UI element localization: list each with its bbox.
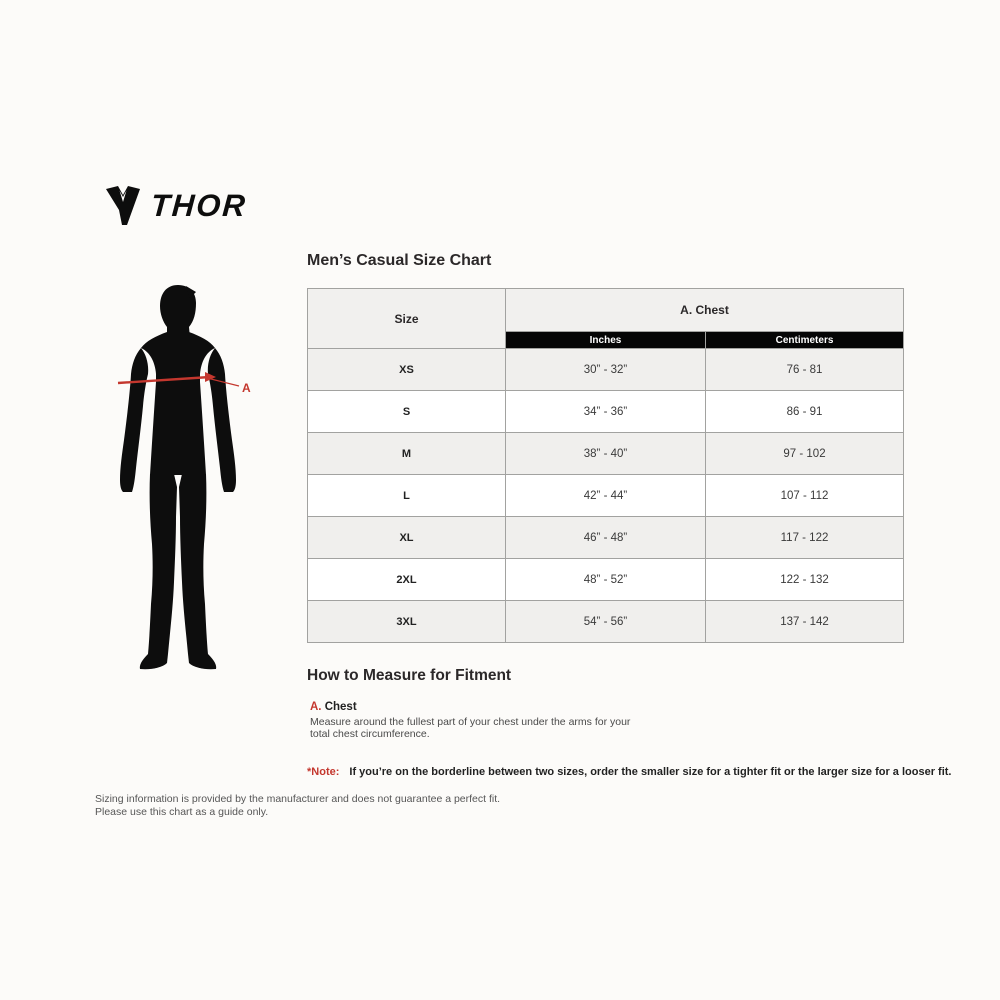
size-cell: XL xyxy=(308,517,506,559)
inches-cell: 30” - 32” xyxy=(506,349,706,391)
inches-cell: 34” - 36” xyxy=(506,391,706,433)
note-label: *Note: xyxy=(307,766,340,778)
cm-cell: 122 - 132 xyxy=(706,559,904,601)
table-row xyxy=(308,559,904,601)
disclaimer-line2: Please use this chart as a guide only. xyxy=(95,806,269,818)
inches-cell: 48” - 52” xyxy=(506,559,706,601)
size-cell: L xyxy=(308,475,506,517)
cm-cell: 137 - 142 xyxy=(706,601,904,643)
size-cell: S xyxy=(308,391,506,433)
size-cell: M xyxy=(308,433,506,475)
thor-wordmark: THOR xyxy=(149,188,249,223)
disclaimer xyxy=(95,793,500,819)
size-cell: 3XL xyxy=(308,601,506,643)
size-chart-table xyxy=(307,288,904,643)
cm-cell: 97 - 102 xyxy=(706,433,904,475)
table-row xyxy=(308,433,904,475)
chest-group-header: A. Chest xyxy=(506,289,904,332)
chest-measure-label: A xyxy=(242,381,251,395)
cm-cell: 76 - 81 xyxy=(706,349,904,391)
table-row xyxy=(308,601,904,643)
cm-cell: 117 - 122 xyxy=(706,517,904,559)
size-cell: XS xyxy=(308,349,506,391)
size-column-header: Size xyxy=(308,289,506,349)
disclaimer-line1: Sizing information is provided by the manufacturer and does not guarantee a perfect fit. xyxy=(95,793,501,805)
measure-desc-line2: total chest circumference. xyxy=(310,728,430,740)
sizing-note xyxy=(307,766,951,778)
table-row xyxy=(308,517,904,559)
table-group-header-row xyxy=(308,289,904,332)
male-silhouette-figure xyxy=(110,282,300,676)
inches-cell: 54” - 56” xyxy=(506,601,706,643)
thor-horns-icon xyxy=(105,186,141,226)
note-text: If you’re on the borderline between two sizes, order the smaller size for a tighter fit or the larger size for a looser fit. xyxy=(349,766,952,778)
table-row xyxy=(308,391,904,433)
table-row xyxy=(308,349,904,391)
male-silhouette xyxy=(120,285,236,669)
inches-cell: 46” - 48” xyxy=(506,517,706,559)
inches-column-header: Inches xyxy=(506,332,706,349)
thor-logo xyxy=(105,186,247,226)
measure-item-name: Chest xyxy=(324,701,357,713)
page-title: Men’s Casual Size Chart xyxy=(307,252,492,269)
inches-cell: 38” - 40” xyxy=(506,433,706,475)
measure-item-letter: A. xyxy=(310,701,322,713)
inches-cell: 42” - 44” xyxy=(506,475,706,517)
cm-cell: 86 - 91 xyxy=(706,391,904,433)
cm-cell: 107 - 112 xyxy=(706,475,904,517)
measure-heading: How to Measure for Fitment xyxy=(307,667,512,684)
measure-item-chest xyxy=(310,701,630,740)
measure-desc-line1: Measure around the fullest part of your chest under the arms for your xyxy=(310,716,631,728)
table-row xyxy=(308,475,904,517)
size-cell: 2XL xyxy=(308,559,506,601)
centimeters-column-header: Centimeters xyxy=(706,332,904,349)
